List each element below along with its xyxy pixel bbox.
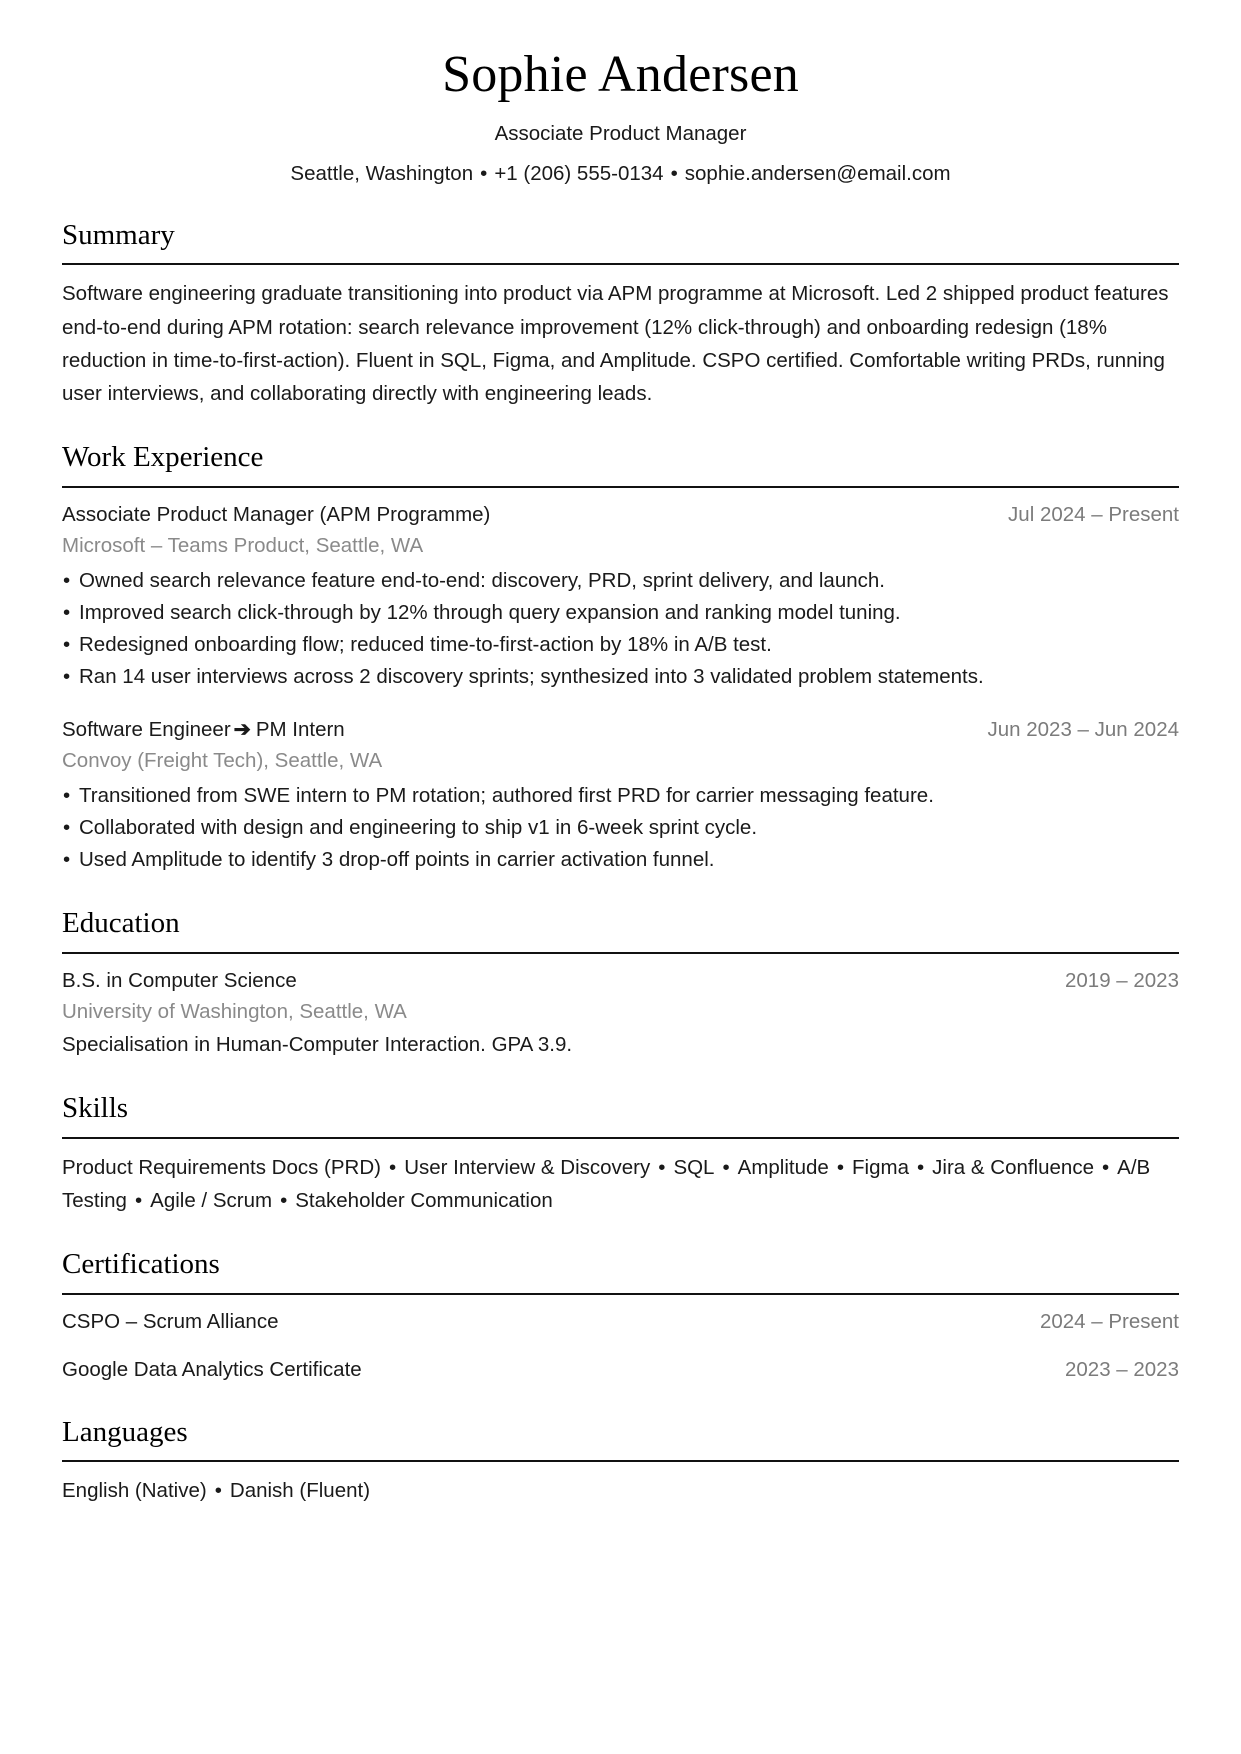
list-separator-icon: •: [134, 1189, 143, 1213]
work-entry-bullets: [62, 565, 1179, 694]
list-item: • Transitioned from SWE intern to PM rotation; authored first PRD for carrier messaging feature.: [62, 780, 1179, 812]
education-institution: University of Washington, Seattle, WA: [62, 999, 407, 1023]
skill-item: Stakeholder Communication: [295, 1189, 553, 1213]
section-divider: [62, 1293, 1179, 1295]
contact-phone[interactable]: +1 (206) 555-0134: [494, 161, 664, 185]
contact-separator-icon: •: [670, 161, 678, 185]
list-separator-icon: •: [214, 1479, 222, 1503]
certification-dates: 2024 – Present: [1039, 1310, 1179, 1334]
list-item: • Owned search relevance feature end-to-end: discovery, PRD, sprint delivery, and launch.: [62, 565, 1179, 597]
skill-item: Jira & Confluence: [932, 1156, 1094, 1179]
section-divider: [62, 952, 1179, 954]
certification-dates: 2023 – 2023: [1064, 1357, 1179, 1381]
candidate-headline: Associate Product Manager: [494, 122, 747, 146]
resume-header: [62, 44, 1179, 188]
work-entry-company: Microsoft – Teams Product, Seattle, WA: [62, 533, 424, 557]
education-degree: B.S. in Computer Science: [62, 968, 297, 992]
education-note: Specialisation in Human-Computer Interaction. GPA 3.9.: [62, 1033, 573, 1057]
section-languages: [62, 1415, 1179, 1508]
language-item: Danish (Fluent): [229, 1479, 371, 1503]
certification-entry: [62, 1307, 1179, 1337]
list-separator-icon: •: [1101, 1156, 1110, 1179]
skill-item: SQL: [673, 1156, 715, 1179]
section-title-summary: Summary: [62, 218, 175, 251]
section-divider: [62, 1137, 1179, 1139]
list-item: • Improved search click-through by 12% through query expansion and ranking model tuning.: [62, 597, 1179, 629]
section-education: [62, 906, 1179, 1061]
skill-item: Amplitude: [737, 1156, 829, 1179]
work-entry: [62, 500, 1179, 693]
work-entry-header: [62, 715, 1179, 745]
list-item: • Redesigned onboarding flow; reduced time-to-first-action by 18% in A/B test.: [62, 629, 1179, 661]
section-title-skills: Skills: [62, 1092, 129, 1125]
work-entry-role-after: PM Intern: [255, 718, 345, 742]
contact-email[interactable]: sophie.andersen@email.com: [684, 161, 951, 185]
section-divider: [62, 1460, 1179, 1462]
skill-item: User Interview & Discovery: [404, 1156, 651, 1179]
work-entry-bullets: [62, 780, 1179, 877]
education-dates: 2019 – 2023: [1064, 968, 1179, 992]
section-title-languages: Languages: [62, 1415, 188, 1448]
skill-item: Agile / Scrum: [150, 1189, 273, 1213]
work-entry-header: [62, 500, 1179, 530]
arrow-right-icon: ➔: [233, 718, 251, 742]
list-separator-icon: •: [280, 1189, 288, 1213]
skill-item: Figma: [852, 1156, 909, 1179]
list-item: • Collaborated with design and engineering to ship v1 in 6-week sprint cycle.: [62, 812, 1179, 844]
section-title-education: Education: [62, 907, 180, 940]
certification-name: CSPO – Scrum Alliance: [62, 1310, 279, 1334]
work-entry-role: Associate Product Manager (APM Programme): [62, 503, 491, 527]
section-work-experience: [62, 440, 1179, 876]
section-title-work-experience: Work Experience: [62, 441, 264, 474]
section-divider: [62, 486, 1179, 488]
section-divider: [62, 263, 1179, 265]
skill-item: A/B Testing: [62, 1156, 1151, 1213]
work-entry-role: [62, 715, 345, 745]
certification-name: Google Data Analytics Certificate: [62, 1357, 362, 1381]
list-separator-icon: •: [722, 1156, 730, 1179]
candidate-name: Sophie Andersen: [442, 46, 799, 103]
contact-separator-icon: •: [480, 161, 488, 185]
education-entry: [62, 966, 1179, 1061]
list-separator-icon: •: [389, 1156, 397, 1179]
contact-line: [62, 161, 1179, 188]
certification-entry-header: [62, 1355, 1179, 1385]
section-title-certifications: Certifications: [62, 1248, 220, 1281]
list-separator-icon: •: [836, 1156, 845, 1179]
section-summary: [62, 218, 1179, 411]
summary-text: Software engineering graduate transitioning into product via APM programme at Microsoft. Led 2 shipped product features end-to-end during APM rotation: search relevance improvement (12% click-through) and onboarding redesign (18% reduction in time-to-first-action). Fluent in SQL, Figma, and Amplitude. CSPO certified. Comfortable writing PRDs, running user interviews, and collaborating directly with engineering leads.: [62, 282, 1169, 406]
list-separator-icon: •: [658, 1156, 666, 1179]
languages-list: [62, 1474, 1179, 1507]
list-item: • Used Amplitude to identify 3 drop-off points in carrier activation funnel.: [62, 844, 1179, 876]
work-entry: [62, 715, 1179, 876]
work-entry-dates: Jun 2023 – Jun 2024: [987, 718, 1179, 742]
work-entry-dates: Jul 2024 – Present: [1008, 503, 1179, 527]
certification-entry-header: [62, 1307, 1179, 1337]
section-skills: [62, 1091, 1179, 1217]
skill-item: Product Requirements Docs (PRD): [62, 1156, 381, 1179]
section-certifications: [62, 1247, 1179, 1384]
certification-entry: [62, 1355, 1179, 1385]
work-entry-role-before: Software Engineer: [62, 718, 231, 742]
skills-list: [62, 1151, 1179, 1217]
education-entry-header: [62, 966, 1179, 996]
list-separator-icon: •: [916, 1156, 925, 1179]
language-item: English (Native): [62, 1479, 207, 1503]
contact-location: Seattle, Washington: [290, 161, 474, 185]
work-entry-company: Convoy (Freight Tech), Seattle, WA: [62, 748, 383, 772]
list-item: • Ran 14 user interviews across 2 discovery sprints; synthesized into 3 validated problem statements.: [62, 661, 1179, 693]
